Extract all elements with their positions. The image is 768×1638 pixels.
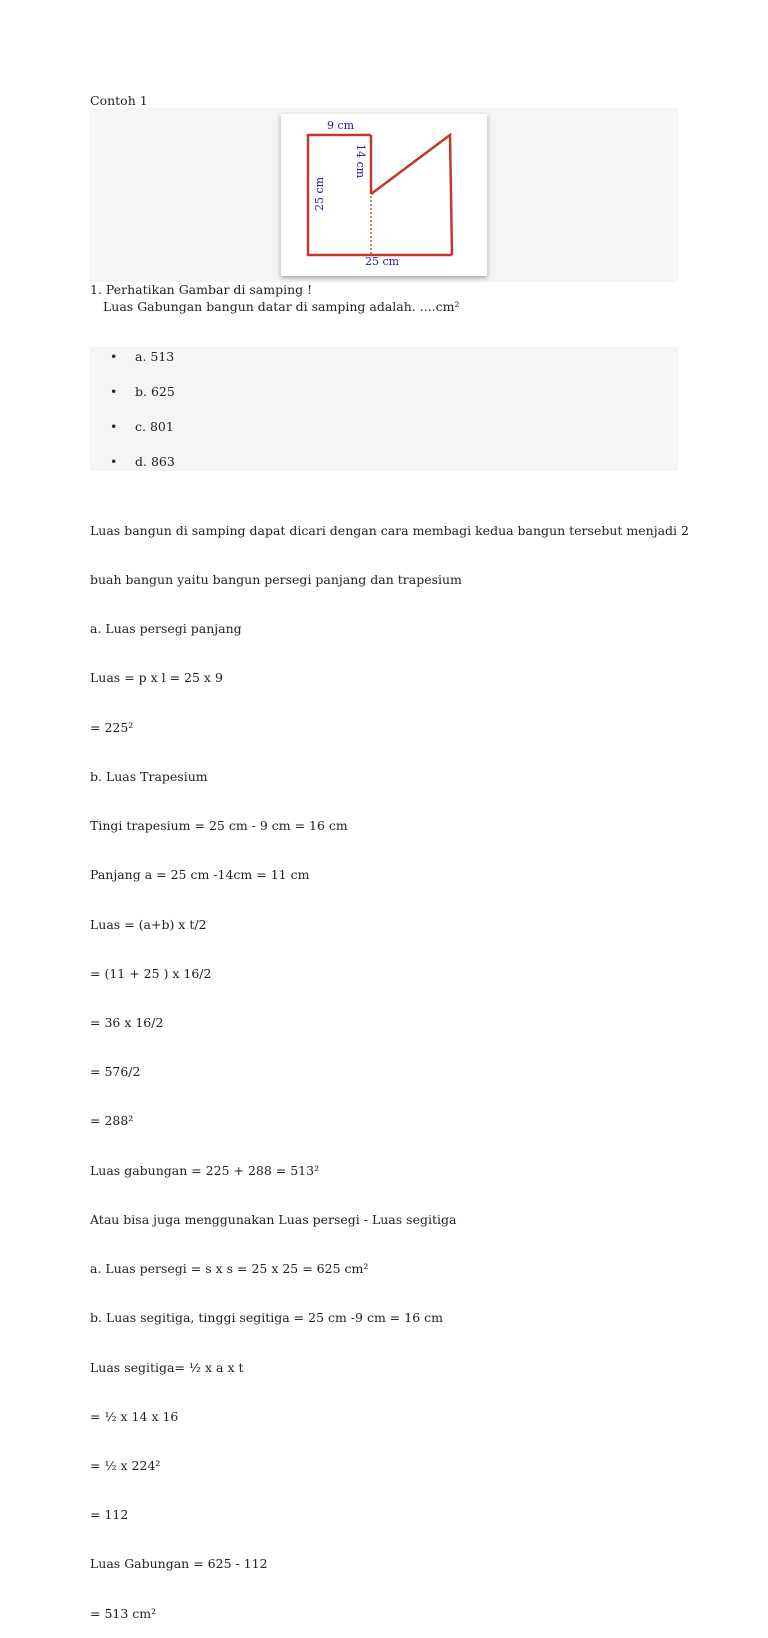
solution-line: = 513 cm²: [90, 1605, 157, 1621]
solution-line: Luas segitiga= ½ x a x t: [90, 1359, 244, 1375]
solution-line: b. Luas Trapesium: [90, 768, 208, 784]
solution-line: Atau bisa juga menggunakan Luas persegi - Luas segitiga: [90, 1211, 457, 1227]
label-bottom: 25 cm: [365, 255, 400, 268]
option-label: a. 513: [135, 349, 175, 364]
answer-options: [110, 348, 175, 488]
solution-line: = 288²: [90, 1113, 134, 1129]
solution-line: a. Luas persegi panjang: [90, 621, 242, 637]
option-label: d. 863: [135, 454, 175, 469]
bullet-icon: •: [110, 419, 118, 434]
solution-line: = 576/2: [90, 1064, 141, 1080]
solution-line: = (11 + 25 ) x 16/2: [90, 965, 212, 981]
trapezoid-outline: [371, 135, 452, 255]
solution-line: = ½ x 224²: [90, 1457, 161, 1473]
question-line-2: Luas Gabungan bangun datar di samping adalah. ....cm²: [103, 299, 460, 314]
option-c[interactable]: [110, 418, 175, 453]
label-top: 9 cm: [327, 119, 355, 132]
option-label: b. 625: [135, 384, 175, 399]
label-inner: 14 cm: [354, 144, 367, 179]
question-line-1: 1. Perhatikan Gambar di samping !: [90, 282, 313, 297]
rectangle-outline: [308, 135, 452, 255]
bullet-icon: •: [110, 454, 118, 469]
option-a[interactable]: [110, 348, 175, 383]
solution-line: = 36 x 16/2: [90, 1015, 164, 1030]
bullet-icon: •: [110, 349, 118, 364]
solution-line: Luas gabungan = 225 + 288 = 513²: [90, 1162, 320, 1178]
composite-shape-diagram: [281, 114, 487, 276]
solution-line: Luas Gabungan = 625 - 112: [90, 1556, 268, 1572]
figure-card: [281, 114, 487, 276]
solution-line: Luas = (a+b) x t/2: [90, 916, 207, 932]
solution-line: = 112: [90, 1507, 129, 1523]
solution-line: b. Luas segitiga, tinggi segitiga = 25 cm -9 cm = 16 cm: [90, 1310, 443, 1326]
bullet-icon: •: [110, 384, 118, 399]
solution-line: buah bangun yaitu bangun persegi panjang dan trapesium: [90, 572, 462, 588]
example-heading: Contoh 1: [90, 93, 148, 108]
solution-line: = ½ x 14 x 16: [90, 1408, 179, 1424]
option-label: c. 801: [135, 419, 174, 434]
solution-line: Panjang a = 25 cm -14cm = 11 cm: [90, 867, 310, 883]
option-b[interactable]: [110, 383, 175, 418]
label-left: 25 cm: [313, 176, 326, 211]
option-d[interactable]: [110, 453, 175, 488]
options-background: [90, 347, 678, 471]
solution-line: a. Luas persegi = s x s = 25 x 25 = 625 cm²: [90, 1261, 369, 1277]
solution-line: Luas bangun di samping dapat dicari dengan cara membagi kedua bangun tersebut menjadi 2: [90, 522, 689, 538]
solution-line: = 225²: [90, 719, 134, 735]
solution-text: [90, 490, 689, 1638]
solution-line: Tingi trapesium = 25 cm - 9 cm = 16 cm: [90, 818, 348, 834]
solution-line: Luas = p x l = 25 x 9: [90, 670, 223, 686]
